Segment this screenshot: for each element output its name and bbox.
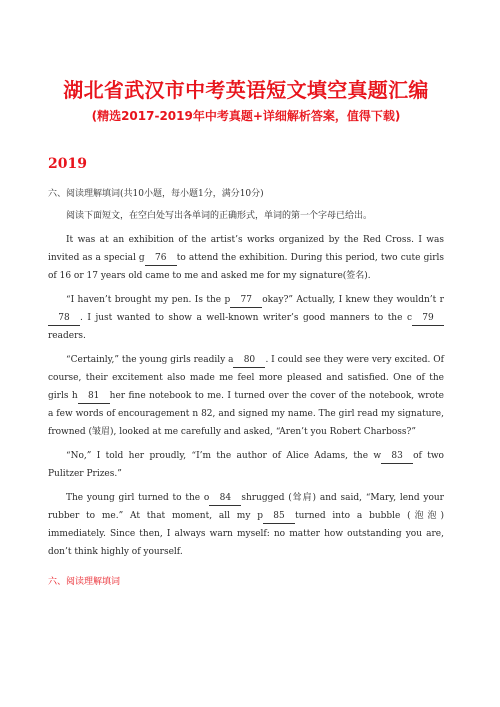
instruction-text: 阅读下面短文，在空白处写出各单词的正确形式，单词的第一个字母已给出。 [66, 211, 373, 221]
passage-text: “I haven’t brought my pen. Is the p [66, 295, 231, 305]
passage-paragraph-5 [48, 489, 444, 561]
passage-text: The young girl turned to the o [66, 493, 210, 503]
passage-text: to attend the exhibition. During this period, two cute girls of 16 or 17 years old came to me and asked me for my signature(签名). [48, 253, 445, 281]
year-heading: 2019 [48, 156, 87, 172]
section-heading: 六、阅读理解填词(共10小题，每小题1分，满分10分) [48, 189, 264, 199]
passage-paragraph-2 [48, 291, 444, 345]
passage-text: of two Pulitzer Prizes.” [48, 451, 444, 479]
passage-text: readers. [48, 331, 86, 341]
passage-text: “No,” I told her proudly, “I’m the author of Alice Adams, the w [66, 451, 382, 461]
passage-text: shrugged (耸肩) and said, “Mary, lend your rubber to me.” At that moment, all my p [48, 493, 444, 521]
passage-text: turned into a bubble (泡泡) immediately. Since then, I always warn myself: no matter how outstanding you are, don’t think highly of yourself. [48, 511, 445, 557]
passage-text: “Certainly,” the young girls readily a [66, 355, 234, 365]
passage-text: okay?” Actually, I knew they wouldn’t r [262, 295, 444, 305]
passage-text: . I just wanted to show a well-known writer’s good manners to the c [80, 313, 412, 323]
passage-paragraph-3 [48, 351, 444, 441]
document-title: 湖北省武汉市中考英语短文填空真题汇编 [63, 78, 429, 102]
passage-text: her fine notebook to me. I turned over the cover of the notebook, wrote a few words of encouragement n 82, and signed my name. The girl read my signature, frowned (皱眉), looked at me carefully and asked, “Aren’t you Robert Charboss?” [48, 391, 444, 437]
blank-81: 81 [78, 389, 110, 404]
document-subtitle: (精选2017-2019年中考真题+详细解析答案，值得下载) [91, 109, 401, 123]
blank-79: 79 [412, 311, 444, 326]
blank-78: 78 [48, 311, 80, 326]
passage-text: It was at an exhibition of the artist’s works organized by the Red Cross. I was invited as a special g [48, 235, 444, 263]
blank-80: 80 [233, 353, 265, 368]
blank-77: 77 [230, 293, 262, 308]
blank-84: 84 [209, 491, 241, 506]
blank-85: 85 [263, 509, 295, 524]
passage-text: . I could see they were very excited. Of course, their excitement also made me feel more pleased and satisfied. One of the girls h [48, 355, 444, 401]
passage-paragraph-4 [48, 447, 444, 483]
blank-83: 83 [381, 449, 413, 464]
footer-section-heading: 六、阅读理解填词 [48, 577, 121, 587]
blank-76: 76 [145, 251, 177, 266]
passage-paragraph-1 [48, 231, 444, 285]
